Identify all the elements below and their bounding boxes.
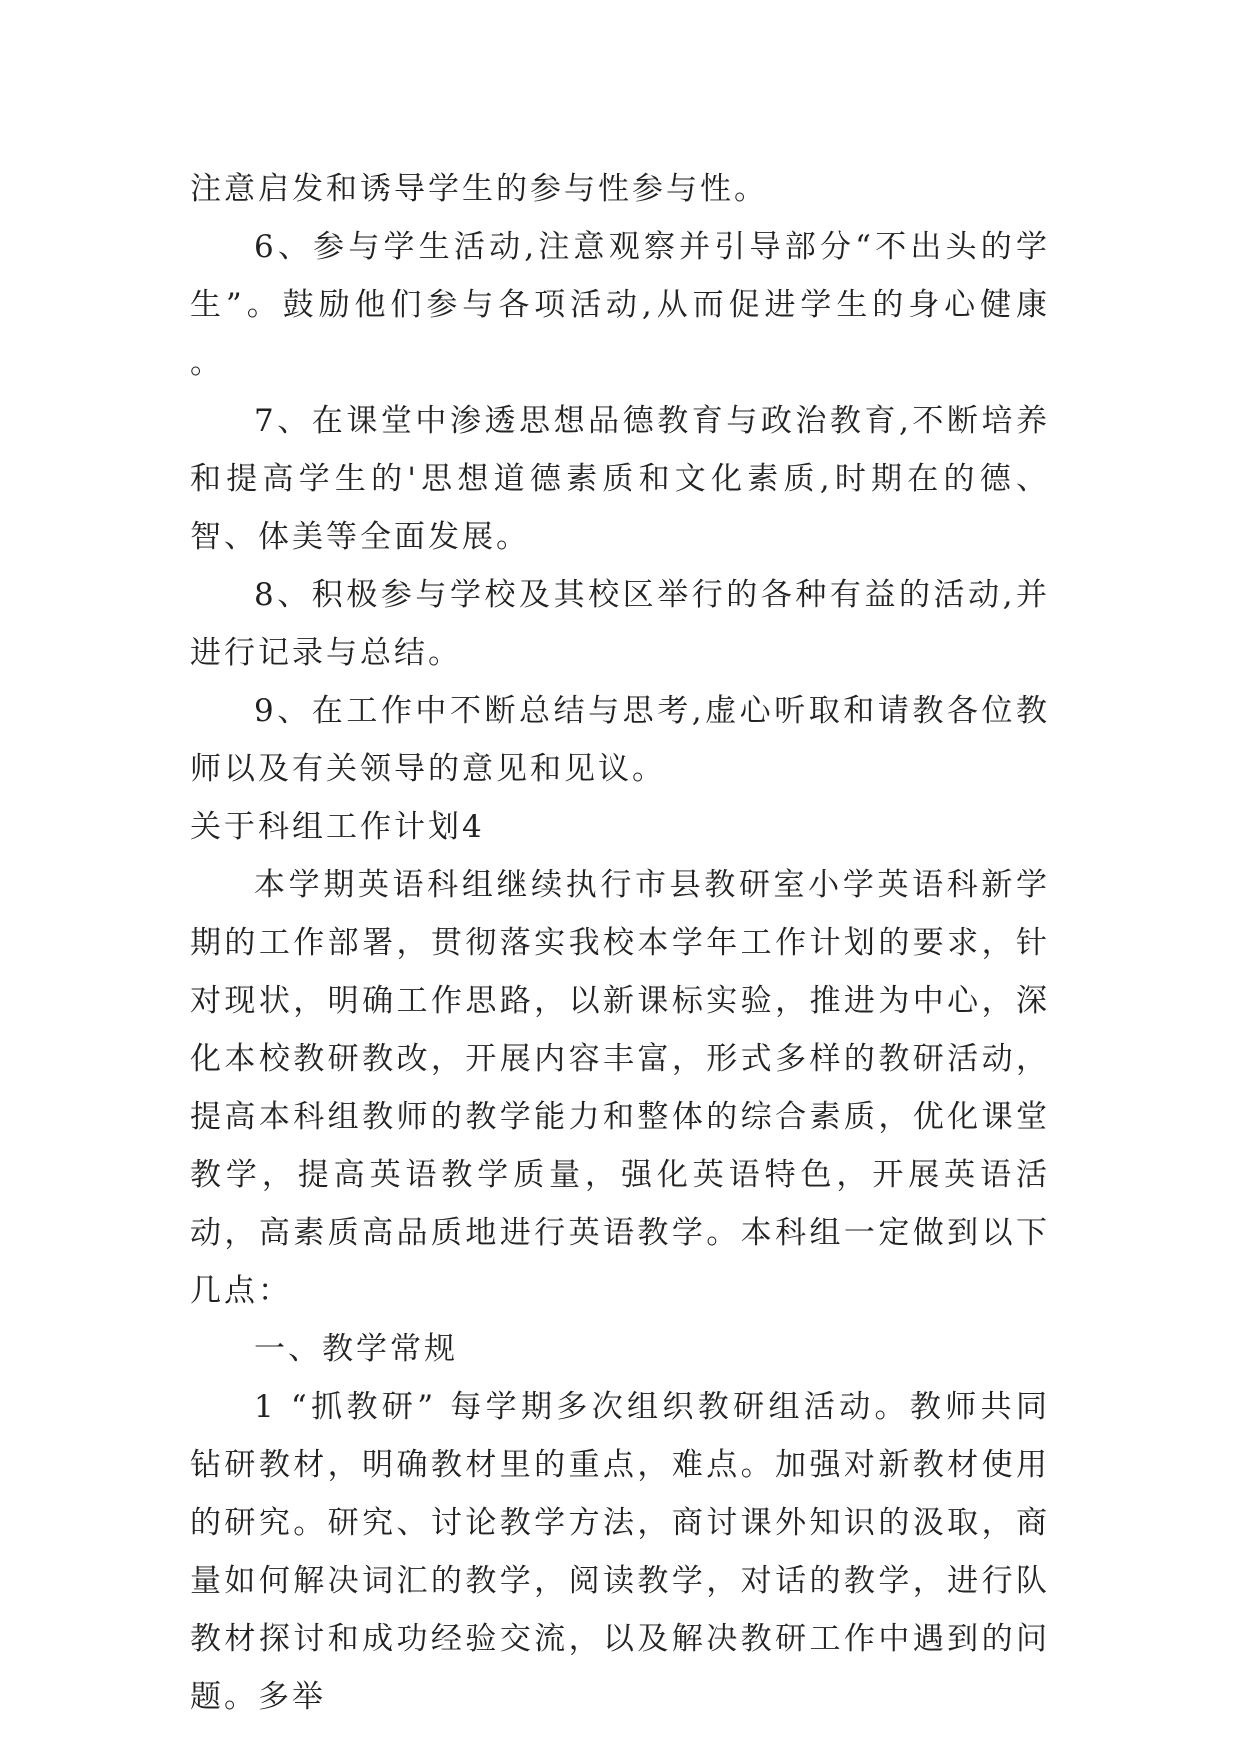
- paragraph-item-9: 9、在工作中不断总结与思考,虚心听取和请教各位教师以及有关领导的意见和见议。: [190, 693, 1050, 787]
- subheading-teaching-routine: 一、教学常规: [254, 1331, 458, 1367]
- paragraph-item-7: 7、在课堂中渗透思想品德教育与政治教育,不断培养和提高学生的'思想道德素质和文化素质,时期在的德、智、体美等全面发展。: [190, 403, 1050, 555]
- paragraph-item-1: 1 “抓教研” 每学期多次组织教研组活动。教师共同钻研教材，明确教材里的重点，难点。加强对新教材使用的研究。研究、讨论教学方法，商讨课外知识的汲取，商量如何解决词汇的教学，阅读教学，对话的教学，进行队教材探讨和成功经验交流，以及解决教研工作中遇到的问题。多举: [190, 1389, 1050, 1715]
- paragraph-item-8: 8、积极参与学校及其校区举行的各种有益的活动,并进行记录与总结。: [190, 577, 1050, 671]
- document-body: [190, 160, 1050, 1726]
- paragraph-intro: 本学期英语科组继续执行市县教研室小学英语科新学期的工作部署，贯彻落实我校本学年工作计划的要求，针对现状，明确工作思路，以新课标实验，推进为中心，深化本校教研教改，开展内容丰富，形式多样的教研活动，提高本科组教师的教学能力和整体的综合素质，优化课堂教学，提高英语教学质量，强化英语特色，开展英语活动，高素质高品质地进行英语教学。本科组一定做到以下几点：: [190, 867, 1050, 1309]
- paragraph-item-6: 6、参与学生活动,注意观察并引导部分“不出头的学生”。鼓励他们参与各项活动,从而促进学生的身心健康 。: [190, 229, 1050, 381]
- paragraph-continuation: 注意启发和诱导学生的参与性参与性。: [190, 171, 768, 207]
- section-heading: 关于科组工作计划4: [190, 809, 485, 845]
